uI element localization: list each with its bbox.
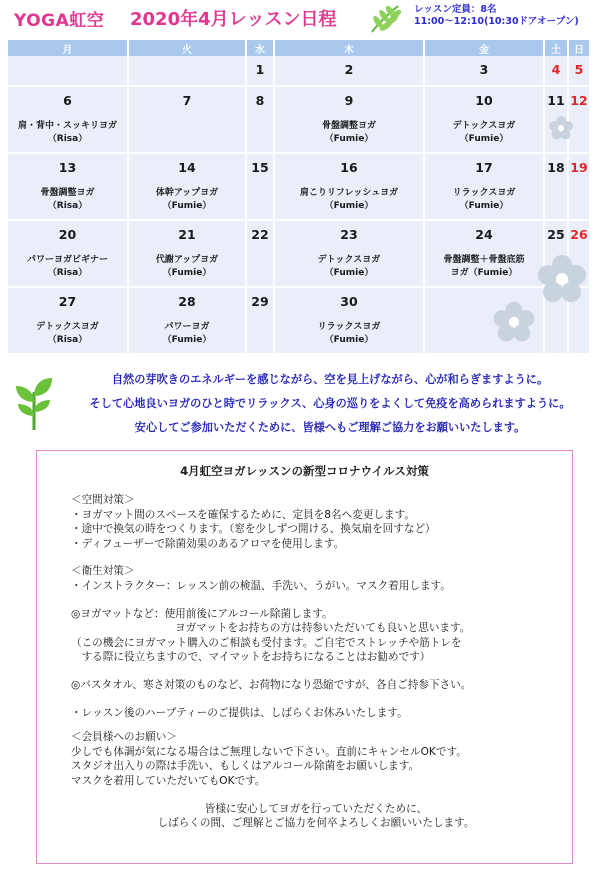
day-number: 19 (570, 160, 588, 175)
calendar-day-cell (544, 153, 568, 220)
notice-line: ・インストラクター：レッスン前の検温、手洗い、うがい。マスク着用します。 (71, 579, 451, 592)
lesson-info (414, 4, 579, 28)
message-block (50, 368, 605, 440)
day-number: 25 (547, 227, 565, 242)
instructor-name: （Fumie） (459, 201, 509, 211)
section-heading: ＜空間対策＞ (71, 494, 135, 506)
instructor-name: （Fumie） (324, 268, 374, 278)
class-name: 骨盤調整ヨガ (40, 188, 95, 198)
calendar-day-cell (128, 287, 246, 354)
page-title: 2020年4月レッスン日程 (130, 9, 337, 30)
instructor-name: （Risa） (47, 335, 88, 345)
weekday-wed: 水 (246, 40, 274, 56)
notice-line: （この機会にヨガマット購入のご相談も受付ます。ご自宅でストレッチや筋トレを (71, 636, 462, 649)
calendar-day-cell (274, 56, 424, 86)
day-number: 24 (475, 227, 493, 242)
day-number: 9 (344, 93, 354, 108)
notice-line: ◎バスタオル、寒さ対策のものなど、お荷物になり恐縮ですが、各自ご持参下さい。 (71, 678, 472, 691)
calendar-week-row (8, 86, 590, 153)
calendar-day-cell (424, 220, 544, 287)
weekday-sun: 日 (568, 40, 590, 56)
instructor-name: （Risa） (47, 134, 88, 144)
notice-line: スタジオ出入りの際は手洗い、もしくはアルコール除菌をお願いします。 (71, 760, 420, 773)
closing-line: しばらくの間、ご理解とご協力を何卒よろしくお願いいたします。 (157, 817, 475, 830)
calendar-day-cell (128, 86, 246, 153)
calendar-day-cell (128, 153, 246, 220)
day-number: 23 (340, 227, 358, 242)
day-number: 28 (178, 294, 196, 309)
calendar-day-cell (568, 153, 590, 220)
calendar-week-row (8, 153, 590, 220)
day-number: 10 (475, 93, 493, 108)
class-name: デトックスヨガ (317, 255, 381, 265)
instructor-name: （Fumie） (324, 134, 374, 144)
calendar-day-cell (8, 56, 128, 86)
closing-line: 皆様に安心してヨガを行っていただくために、 (204, 802, 428, 815)
day-number: 7 (182, 93, 192, 108)
day-number: 29 (251, 294, 269, 309)
class-name: 肩・背中・スッキリヨガ (18, 121, 117, 131)
time-text: 11:00～12:10(10:30ドアオープン) (414, 16, 579, 27)
calendar-day-cell (274, 287, 424, 354)
class-name: デトックスヨガ (452, 121, 516, 131)
instructor-name: （Fumie） (459, 134, 509, 144)
calendar-day-cell (424, 56, 544, 86)
message-line: 自然の芽吹きのエネルギーを感じながら、空を見上げながら、心が和らぎますように。 (111, 373, 549, 386)
class-name: 肩こりリフレッシュヨガ (299, 188, 399, 198)
calendar-day-cell (128, 56, 246, 86)
section-heading: ＜衛生対策＞ (71, 565, 135, 578)
capacity-text: レッスン定員：8名 (414, 4, 497, 15)
day-number: 4 (551, 62, 561, 77)
day-number: 17 (475, 160, 493, 175)
header (0, 0, 605, 40)
day-number: 13 (58, 160, 77, 175)
notice-title: 4月虹空ヨガレッスンの新型コロナウイルス対策 (180, 464, 429, 478)
calendar-day-cell (274, 220, 424, 287)
calendar-day-cell (8, 86, 128, 153)
message-line: 安心してご参加いただくために、皆様へもご理解ご協力をお願いいたします。 (134, 421, 526, 434)
day-number: 14 (178, 160, 196, 175)
notice-line: ・ディフューザーで除菌効果のあるアロマを使用します。 (71, 537, 345, 550)
day-number: 26 (570, 227, 588, 242)
notice-line: ・途中で換気の時をつくります。（窓を少しずつ開ける、換気扇を回すなど） (71, 523, 436, 536)
sakura-flower-icon (548, 115, 574, 141)
instructor-name: （Fumie） (162, 268, 212, 278)
sakura-flower-icon (536, 253, 588, 305)
calendar (8, 40, 590, 355)
calendar-day-cell (128, 220, 246, 287)
notice-line: ◎ヨガマットなど：使用前後にアルコール除菌します。 (71, 607, 333, 620)
calendar-day-cell (274, 153, 424, 220)
day-number: 27 (58, 294, 77, 309)
day-number: 8 (255, 93, 265, 108)
day-number: 5 (574, 62, 584, 77)
day-number: 30 (340, 294, 358, 309)
leaf-icon (368, 2, 402, 36)
weekday-thu: 木 (274, 40, 424, 56)
notice-line: 少しでも体調が気になる場合はご無理しないで下さい。直前にキャンセルOKです。 (71, 745, 467, 758)
day-number: 3 (479, 62, 489, 77)
class-name: パワーヨガ (164, 322, 210, 332)
notice-line: する際に役立ちますので、マイマットをお持ちになることはお勧めです） (71, 651, 431, 664)
weekday-fri: 金 (424, 40, 544, 56)
class-name: パワーヨガビギナー (26, 255, 108, 265)
calendar-day-cell (568, 56, 590, 86)
calendar-week-row (8, 220, 590, 287)
calendar-day-cell (246, 86, 274, 153)
instructor-name: （Fumie） (162, 201, 212, 211)
weekday-tue: 火 (128, 40, 246, 56)
weekday-mon: 月 (8, 40, 128, 56)
calendar-day-cell (246, 287, 274, 354)
instructor-name: （Risa） (47, 201, 88, 211)
section-heading: ＜会員様へのお願い＞ (71, 731, 177, 744)
class-name: 代謝アップヨガ (155, 255, 219, 265)
instructor-name: （Fumie） (324, 201, 374, 211)
day-number: 18 (547, 160, 565, 175)
day-number: 1 (255, 62, 265, 77)
calendar-day-cell (246, 56, 274, 86)
notice-line: ヨガマットをお持ちの方は持参いただいても良いと思います。 (175, 622, 471, 635)
class-name: リラックスヨガ (452, 188, 516, 198)
calendar-day-cell (544, 56, 568, 86)
calendar-day-cell (424, 153, 544, 220)
notice-line: ・ヨガマット間のスペースを確保するために、定員を8名へ変更します。 (71, 508, 415, 521)
sakura-flower-icon (492, 300, 536, 344)
instructor-name: ヨガ（Fumie） (450, 268, 518, 278)
day-number: 11 (547, 93, 565, 108)
notice-body (71, 493, 561, 831)
class-name: 骨盤調整ヨガ (321, 121, 376, 131)
day-number: 20 (58, 227, 77, 242)
brand-title: YOGA虹空 (14, 11, 105, 31)
calendar-day-cell (8, 287, 128, 354)
day-number: 15 (251, 160, 269, 175)
calendar-day-cell (8, 153, 128, 220)
weekday-sat: 土 (544, 40, 568, 56)
notice-box (36, 450, 573, 864)
instructor-name: （Risa） (47, 268, 88, 278)
calendar-day-cell (274, 86, 424, 153)
message-line: そして心地良いヨガのひと時でリラックス、心身の巡りをよくして免疫を高められますように。 (89, 397, 571, 410)
class-name: 骨盤調整＋骨盤底筋 (443, 255, 525, 265)
notice-line: ・レッスン後のハーブティーのご提供は、しばらくお休みいたします。 (71, 706, 408, 719)
day-number: 22 (251, 227, 269, 242)
class-name: デトックスヨガ (36, 322, 99, 332)
calendar-week-row (8, 56, 590, 86)
day-number: 2 (344, 62, 354, 77)
calendar-day-cell (424, 86, 544, 153)
instructor-name: （Fumie） (162, 335, 212, 345)
class-name: リラックスヨガ (317, 322, 381, 332)
notice-line: マスクを着用していただいてもOKです。 (71, 774, 266, 787)
day-number: 21 (178, 227, 196, 242)
day-number: 16 (340, 160, 358, 175)
calendar-day-cell (8, 220, 128, 287)
instructor-name: （Fumie） (324, 335, 374, 345)
day-number: 6 (63, 93, 72, 108)
day-number: 12 (570, 93, 588, 108)
calendar-day-cell (246, 153, 274, 220)
class-name: 体幹アップヨガ (155, 188, 219, 198)
calendar-day-cell (246, 220, 274, 287)
